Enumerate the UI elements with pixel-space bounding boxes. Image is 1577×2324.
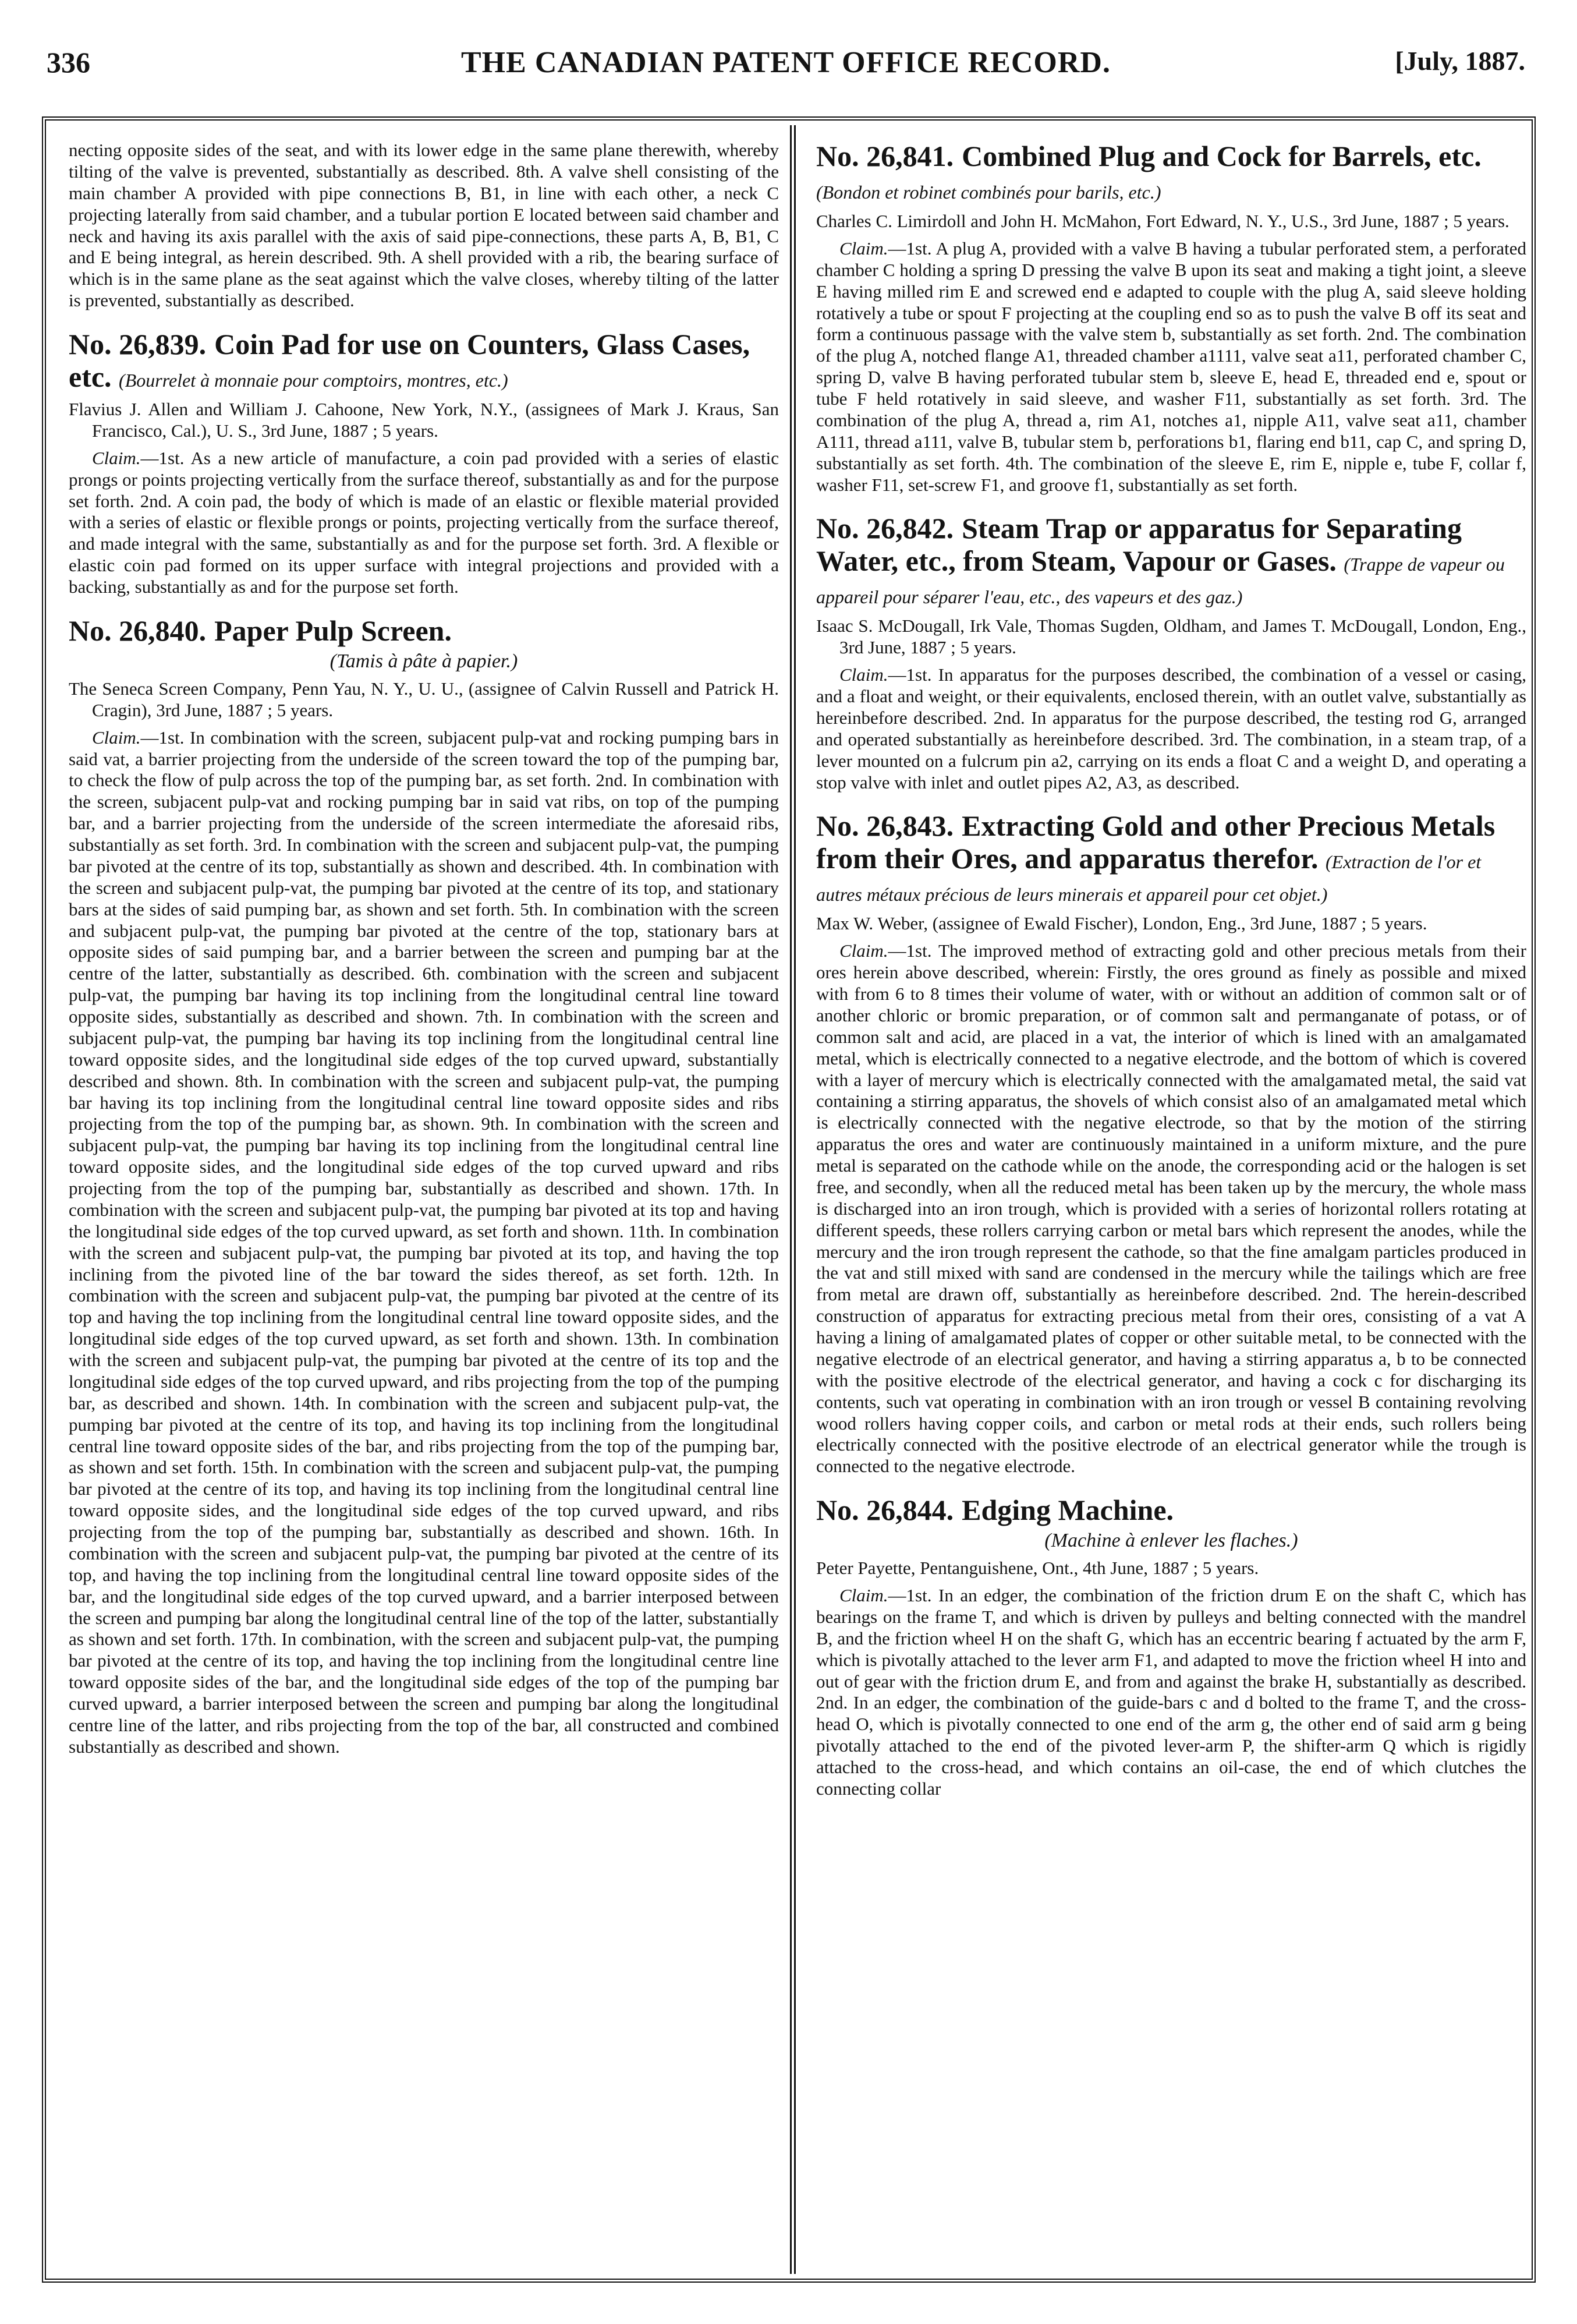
patent-heading xyxy=(816,809,1526,907)
page-number: 336 xyxy=(47,46,90,79)
patent-claim xyxy=(816,940,1526,1477)
french-title: (Machine à enlever les flaches.) xyxy=(1044,1530,1298,1552)
french-title: (Bourrelet à monnaie pour comptoirs, montres, etc.) xyxy=(119,370,508,391)
claim-text: —1st. In combination with the screen, subjacent pulp-vat and rocking pumping bars in said vat, a barrier projecting from the underside of the screen toward the top of the pumping bar, to check the flow of pulp across the top of the pumping bar, as set forth. 2nd. In combination with the screen, subjacent pulp-vat and rocking pumping bar in said vat ribs, on top of the pumping bar, and a barrier projecting from the underside of the screen intermediate the aforesaid ribs, substantially as set forth. 3rd. In combination with the screen and subjacent pulp-vat, the pumping bar pivoted at the centre of its top, substantially as shown and described. 4th. In combination with the screen and subjacent pulp-vat, the pumping bar pivoted at the centre of its top, and stationary bars at the sides of said pumping bar, as shown and set forth. 5th. In combination with the screen and subjacent pulp-vat, the pumping bar pivoted at the centre of the top, stationary bars at opposite sides of said pumping bar, and a barrier between the screen and pumping bar at the centre of the latter, substantially as described. 6th. combination with the screen and subjacent pulp-vat, the pumping bar having its top inclining from the longitudinal central line toward opposite sides, substantially as described and shown. 7th. In combination with the screen and subjacent pulp-vat, the pumping bar having its top inclining from the longitudinal central line toward opposite sides, and the longitudinal side edges of the top curved upward, substantially described and shown. 8th. In combination with the screen and subjacent pulp-vat, the pumping bar having its top inclining from the longitudinal central line toward opposite sides and ribs projecting from the top of the pumping bar, as shown. 9th. In combination with the screen and subjacent pulp-vat, the pumping bar having its top inclining from the longitudinal central line toward opposite sides, and the longitudinal side edges of the top curved upward and ribs projecting from the top of the pumping bar, substantially as described and shown. 17th. In combination with the screen and subjacent pulp-vat, the pumping bar pivoted at its top and having the longitudinal side edges of the top curved upward, as set forth and shown. 11th. In combination with the screen and subjacent pulp-vat, the pumping bar pivoted at its top, and having the top inclining from the pivoted line of the bar toward the sides thereof, as set forth. 12th. In combination with the screen and subjacent pulp-vat, the pumping bar pivoted at the centre of its top and having the top inclining from the longitudinal central line toward opposite sides, and the longitudinal side edges of the top curved upward, as set forth and shown. 13th. In combination with the screen and subjacent pulp-vat, the pumping bar pivoted at the centre of its top and the longitudinal side edges of the top curved upward, and ribs projecting from the top of the pumping bar, as described and shown. 14th. In combination with the screen and subjacent pulp-vat, the pumping bar pivoted at the centre of its top, and having its top inclining from the longitudinal central line toward opposite sides of the bar, and ribs projecting from the top of the pumping bar, as shown and set forth. 15th. In combination with the screen and subjacent pulp-vat, the pumping bar pivoted at the centre of its top, and having its top inclining from the longitudinal central line toward opposite sides, and the longitudinal side edges of the top curved upward, and ribs projecting from the top of the pumping bar, substantially as described and shown. 16th. In combination with the screen and subjacent pulp-vat, the pumping bar pivoted at the centre of its top, and having the top inclining from the longitudinal central line toward opposite sides of the bar, and the longitudinal side edges of the top curved upward, and a barrier interposed between the screen and pumping bar along the longitudinal central line of the top of the latter, substantially as shown and set forth. 17th. In combination, with the screen and subjacent pulp-vat, the pumping bar pivoted at the centre of its top, and having the top inclining from the longitudinal centre line toward opposite sides of the bar, and the longitudinal side edges of the top of the pumping bar curved upward, a barrier interposed between the screen and pumping bar along the longitudinal centre line of the latter, and ribs projecting from the top of the bar, all constructed and combined substantially as described and shown. xyxy=(69,727,779,1757)
french-title: (Extraction de l'or et autres métaux précious de leurs minerais et appareil pour cet objet.) xyxy=(816,851,1482,905)
patent-heading xyxy=(816,512,1526,610)
french-title: (Tamis à pâte à papier.) xyxy=(329,650,518,672)
page-header xyxy=(47,45,1525,86)
claim-label: Claim. xyxy=(92,447,141,468)
claim-label: Claim. xyxy=(839,664,888,685)
claim-text: —1st. In apparatus for the purposes described, the combination of a vessel or casing, and a float and weight, or their equivalents, enclosed therein, with an outlet valve, substantially as hereinbefore described. 2nd. In apparatus for the purpose described, the testing rod G, arranged and operated substantially as hereinbefore described. 3rd. The combination, in a steam trap, of a lever mounted on a fulcrum pin a2, carrying on its ends a float C and a weight D, and operating a stop valve with inlet and outlet pipes A2, A3, as described. xyxy=(816,664,1526,793)
french-title: (Bondon et robinet combinés pour barils, etc.) xyxy=(816,182,1161,203)
french-title: (Trappe de vapeur ou appareil pour séparer l'eau, etc., des vapeurs et des gaz.) xyxy=(816,554,1505,608)
claim-text: —1st. As a new article of manufacture, a coin pad provided with a series of elastic prongs or points projecting vertically from the surface thereof, substantially as and for the purpose set forth. 2nd. A coin pad, the body of which is made of an elastic or flexible material provided with a series of elastic or flexible prongs or points, projecting vertically from the surface thereof, and made integral with the same, substantially as and for the purpose set forth. 3rd. A flexible or elastic coin pad formed on its upper surface with integral projections and provided with a backing, substantially as and for the purpose set forth. xyxy=(69,447,779,597)
patent-title: Paper Pulp Screen. xyxy=(214,614,452,647)
patent-applicant: Peter Payette, Pentanguishene, Ont., 4th June, 1887 ; 5 years. xyxy=(816,1558,1259,1579)
patent-entry-26843 xyxy=(816,809,1526,1477)
patent-applicant: Flavius J. Allen and William J. Cahoone, New York, N.Y., (assignees of Mark J. Kraus, San Francisco, Cal.), U. S., 3rd June, 1887 ; 5 years. xyxy=(69,399,779,441)
patent-applicant: Isaac S. McDougall, Irk Vale, Thomas Sugden, Oldham, and James T. McDougall, London, Eng., 3rd June, 1887 ; 5 years. xyxy=(816,616,1526,658)
continued-claim-text: necting opposite sides of the seat, and with its lower edge in the same plane therewith, whereby tilting of the valve is prevented, substantially as described. 8th. A valve shell consisting of the main chamber A provided with pipe connections B, B1, in line with each other, a neck C projecting laterally from said chamber, and a tubular portion E located between said chamber and neck and having its axis parallel with the axis of said pipe-connections, these parts A, B, B1, C and E being integral, as herein described. 9th. A shell provided with a rib, the bearing surface of which is in the same plane as the seat against which the valve closes, whereby tilting of the latter is prevented, substantially as described. xyxy=(69,140,779,311)
patent-claim xyxy=(816,1585,1526,1800)
patent-number: No. 26,839. xyxy=(69,328,207,360)
patent-number: No. 26,844. xyxy=(816,1494,954,1527)
patent-entry-26841 xyxy=(816,140,1526,496)
claim-label: Claim. xyxy=(839,238,888,259)
patent-entry-26844 xyxy=(816,1494,1526,1800)
patent-number: No. 26,840. xyxy=(69,614,207,647)
right-column xyxy=(816,140,1526,2259)
patent-number: No. 26,841. xyxy=(816,140,954,172)
patent-applicant: Max W. Weber, (assignee of Ewald Fischer), London, Eng., 3rd June, 1887 ; 5 years. xyxy=(816,913,1427,934)
patent-applicant: The Seneca Screen Company, Penn Yau, N. Y., U. U., (assignee of Calvin Russell and Patrick H. Cragin), 3rd June, 1887 ; 5 years. xyxy=(69,678,779,720)
issue-date: [July, 1887. xyxy=(1395,46,1525,76)
patent-title: Steam Trap or apparatus for Separating Water, etc., from Steam, Vapour or Gases. xyxy=(816,512,1462,578)
patent-claim xyxy=(69,448,779,598)
claim-text: —1st. In an edger, the combination of the friction drum E on the shaft C, which has bearings on the frame T, and which is driven by pulleys and belting connected with the mandrel B, and the friction wheel H on the shaft G, which has an eccentric bearing f actuated by the arm F, which is pivotally attached to the lever arm F1, and adapted to move the friction wheel H into and out of gear with the friction drum E, and from and against the brake H, substantially as described. 2nd. In an edger, the combination of the guide-bars c and d bolted to the frame T, and the cross-head O, which is pivotally connected to one end of the arm g, the other end of said arm g being pivotally attached to the end of the pivoted lever-arm P, the shifter-arm Q which is rigidly attached to the cross-head, and which contains an oil-case, the end of which clutches the connecting collar xyxy=(816,1585,1526,1799)
patent-number: No. 26,843. xyxy=(816,809,954,843)
claim-text: —1st. The improved method of extracting gold and other precious metals from their ores herein above described, wherein: Firstly, the ores ground as finely as possible and mixed with from 6 to 8 times their volume of water, with or without an addition of common salt or of another chloric or bromic preparation, or of common salt and permanganate of potass, or of common salt and acid, are placed in a vat, the interior of which is lined with an amalgamated metal, which is electrically connected to a negative electrode, and the bottom of which is covered with a layer of mercury which is electrically connected with the amalgamated metal, the said vat containing a stirring apparatus, the shovels of which consist also of an amalgamated metal which is electrically connected with the negative electrode, so that by the motion of the stirring apparatus the ores and water are continuously maintained in a uniform mixture, and the pure metal is separated on the cathode while on the anode, the corresponding acid or the halogen is set free, and secondly, when all the reduced metal has been taken up by the mercury, the whole mass is discharged into an iron trough, which is provided with a series of horizontal rollers rotating at different speeds, these rollers carrying carbon or metal bars which represent the anodes, while the mercury and the iron trough represent the cathode, so that the fine amalgam particles produced in the vat and still mixed with sand are condensed in the mercury while the tailings which are free from metal are drawn off, substantially as hereinbefore described. 2nd. The herein-described construction of apparatus for extracting precious metal from their ores, consisting of a vat A having a lining of amalgamated plates of copper or other suitable metal, to be connected with the negative electrode of an electrical generator, and having a stirring apparatus a, b to be connected with the positive electrode of the electrical generator, and having a cock c for discharging its contents, such vat operating in combination with an iron trough or vessel B containing revolving wood rollers having copper coils, and carbon or metal rods at their ends, such rollers being electrically connected with the positive electrode of an electrical generator while the trough is connected to the negative electrode. xyxy=(816,940,1526,1477)
patent-title: Extracting Gold and other Precious Metals from their Ores, and apparatus therefor. xyxy=(816,809,1496,875)
patent-title: Edging Machine. xyxy=(962,1494,1174,1527)
patent-heading xyxy=(816,140,1526,205)
patent-entry-26839 xyxy=(69,328,779,598)
claim-label: Claim. xyxy=(839,940,888,961)
patent-applicant: Charles C. Limirdoll and John H. McMahon, Fort Edward, N. Y., U.S., 3rd June, 1887 ; 5 years. xyxy=(816,211,1509,231)
patent-entry-26840 xyxy=(69,614,779,1758)
patent-heading xyxy=(816,1494,1526,1552)
left-column xyxy=(69,140,779,2259)
patent-claim xyxy=(69,727,779,1758)
patent-entry-26842 xyxy=(816,512,1526,793)
patent-heading xyxy=(69,328,779,393)
claim-text: —1st. A plug A, provided with a valve B having a tubular perforated stem, a perforated chamber C holding a spring D pressing the valve B upon its seat and making a tight joint, a sleeve E having milled rim E and screwed end e adapted to couple with the plug A, said sleeve holding rotatively a tube or spout F projecting at the coupling end so as to push the valve B off its seat and form a continuous passage with the valve stem b, substantially as set forth. 2nd. The combination of the plug A, notched flange A1, threaded chamber a1111, valve seat a11, perforated chamber C, spring D, valve B having perforated tubular stem b, sleeve E, head E, threaded end e, spout or tube F held rotatively in said sleeve, and washer F11, substantially as set forth. 3rd. The combination of the plug A, thread a, rim A1, notches a1, nipple A11, valve seat a11, chamber A111, thread a111, valve B, tubular stem b, perforations b1, flaring end b11, cap C, and spring D, substantially as set forth. 4th. The combination of the sleeve E, rim E, nipple e, tube F, collar f, washer F11, set-screw F1, and groove f1, substantially as set forth. xyxy=(816,238,1526,495)
claim-label: Claim. xyxy=(839,1585,888,1606)
claim-label: Claim. xyxy=(92,727,141,748)
patent-title: Combined Plug and Cock for Barrels, etc. xyxy=(962,140,1482,172)
publication-title: THE CANADIAN PATENT OFFICE RECORD. xyxy=(461,46,1111,79)
column-divider xyxy=(790,125,796,2274)
patent-claim xyxy=(816,664,1526,793)
patent-heading xyxy=(69,614,779,673)
patent-number: No. 26,842. xyxy=(816,512,954,545)
patent-title: Coin Pad for use on Counters, Glass Cases, etc. xyxy=(69,328,750,393)
patent-claim xyxy=(816,238,1526,496)
